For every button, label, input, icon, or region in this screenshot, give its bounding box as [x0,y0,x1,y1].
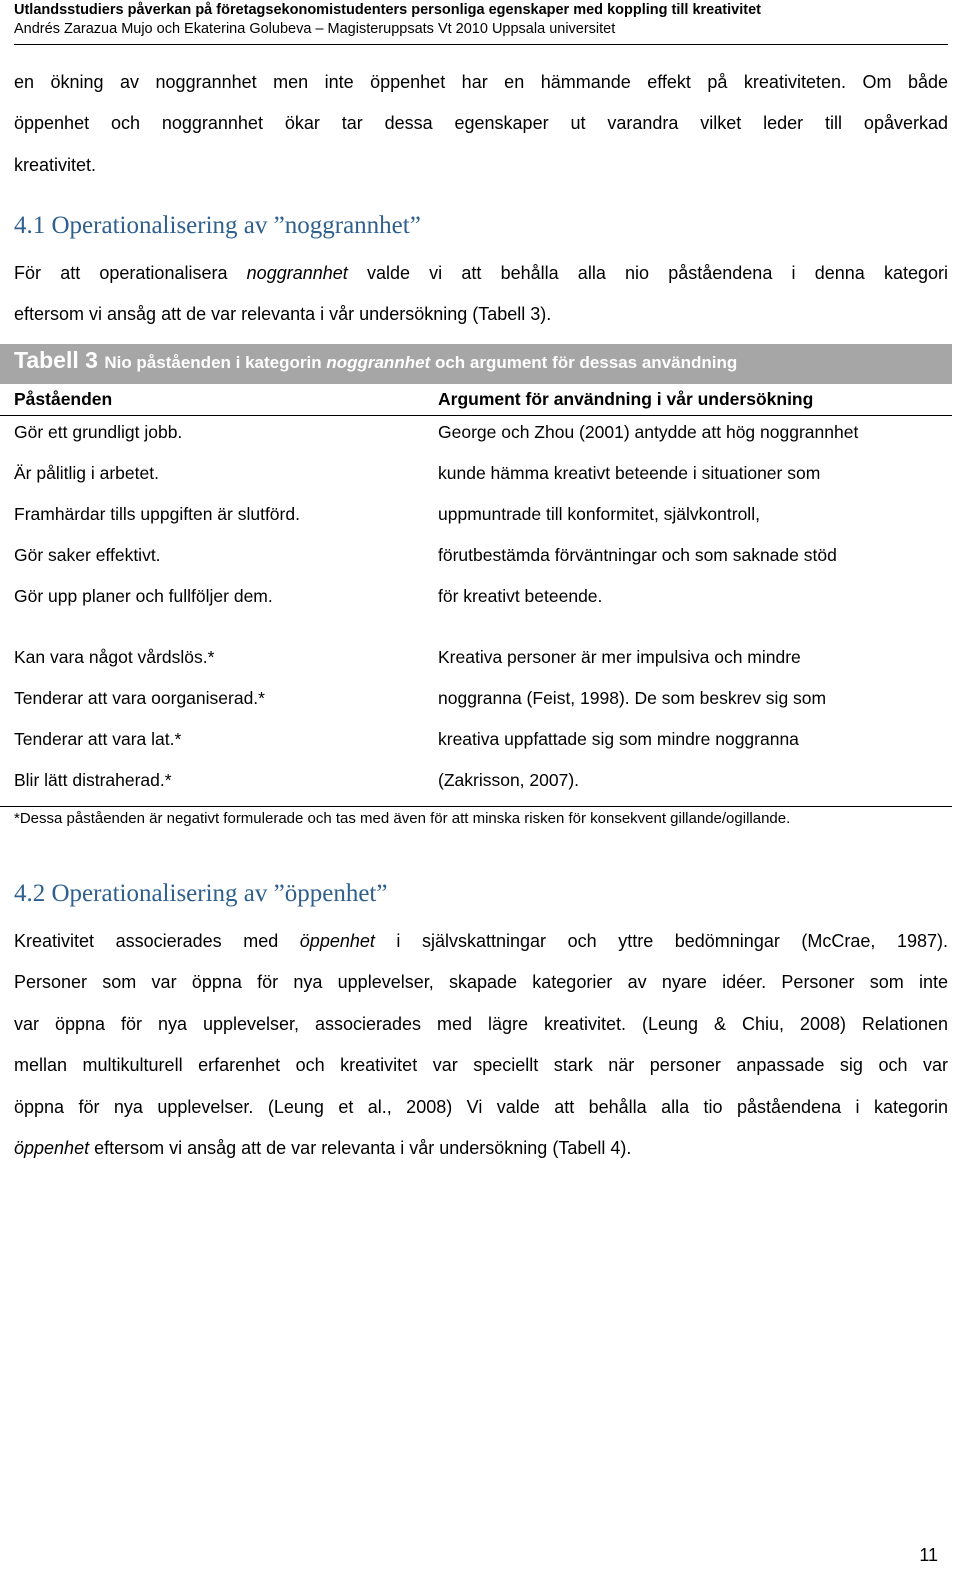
argument-2-line-2: noggranna (Feist, 1998). De som beskrev sig som [438,688,827,708]
emphasis-oppenhet: öppenhet [299,931,375,951]
argument-1-line-3: uppmuntrade till konformitet, självkontroll, [438,504,760,524]
emphasis-noggrannhet: noggrannhet [246,263,348,283]
argument-2-line-4: (Zakrisson, 2007). [438,770,580,790]
section-4-1-number: 4.1 [14,212,46,239]
table-3-col1-header: Påståenden [14,389,113,409]
statement-4: Gör saker effektivt. [14,545,161,565]
statement-1: Gör ett grundligt jobb. [14,422,183,442]
section-4-2-line-2: Personer som var öppna för nya upplevelser, skapade kategorier av nyare idéer. Personer som inte [14,972,948,993]
statement-2: Är pålitlig i arbetet. [14,463,159,483]
text-run: i självskattningar och yttre bedömningar (McCrae, 1987). [374,931,948,951]
argument-1-line-4: förutbestämda förväntningar och som saknade stöd [438,545,837,565]
text-run: För att operationalisera [14,263,247,283]
section-4-2-line-6 [14,1128,948,1169]
statement-9: Blir lätt distraherad.* [14,770,172,790]
caption-text: och argument för dessas användning [430,353,738,372]
section-4-2-heading [14,880,387,908]
section-4-2-title: Operationalisering av ”öppenhet” [51,880,388,907]
header-rule [14,44,948,45]
statement-6: Kan vara något vårdslös.* [14,647,215,667]
page-number: 11 [919,1545,938,1565]
section-4-2-line-5: öppna för nya upplevelser. (Leung et al., 2008) Vi valde att behålla alla tio påståendena i kategorin [14,1096,948,1117]
running-header [14,0,944,38]
header-authors: Andrés Zarazua Mujo och Ekaterina Golubeva – Magisteruppsats Vt 2010 Uppsala universitet [14,21,616,37]
section-4-2-paragraph [14,921,948,1169]
argument-1-line-2: kunde hämma kreativt beteende i situationer som [438,463,821,483]
statement-5: Gör upp planer och fullföljer dem. [14,586,273,606]
statement-7: Tenderar att vara oorganiserad.* [14,688,265,708]
table-bottom-rule [0,806,952,807]
section-4-2-number: 4.2 [14,880,46,907]
text-run: Kreativitet associerades med [14,931,300,951]
intro-line-3: kreativitet. [14,154,97,175]
intro-line-1: en ökning av noggrannhet men inte öppenhet har en hämmande effekt på kreativiteten. Om både [14,72,948,92]
emphasis-oppenhet: öppenhet [14,1138,90,1159]
section-4-2-line-4: mellan multikulturell erfarenhet och kreativitet var speciellt stark när personer anpassade sig och var [14,1055,948,1076]
argument-1-line-5: för kreativt beteende. [438,586,603,606]
statement-3: Framhärdar tills uppgiften är slutförd. [14,504,300,524]
table-3-caption [0,344,952,384]
section-4-1-heading [14,212,421,240]
caption-text: Nio påståenden i kategorin [104,353,327,372]
table-3-footnote: *Dessa påståenden är negativt formulerade och tas med även för att minska risken för konsekvent gillande/ogillande. [14,810,791,827]
argument-1-line-1: George och Zhou (2001) antydde att hög noggrannhet [438,422,859,442]
section-4-2-line-1 [14,921,948,962]
section-4-1-title: Operationalisering av ”noggrannhet” [51,212,421,239]
argument-2-line-1: Kreativa personer är mer impulsiva och mindre [438,647,801,667]
intro-paragraph [14,62,948,186]
text-run: valde vi att behålla alla nio påståendena i denna kategori [347,263,948,283]
section-4-1-paragraph [14,253,948,336]
statement-8: Tenderar att vara lat.* [14,729,182,749]
text-run: eftersom vi ansåg att de var relevanta i vår undersökning (Tabell 4). [89,1138,632,1159]
section-4-1-line-2: eftersom vi ansåg att de var relevanta i vår undersökning (Tabell 3). [14,304,552,325]
section-4-2-line-3: var öppna för nya upplevelser, associerades med lägre kreativitet. (Leung & Chiu, 2008) Relationen [14,1013,948,1034]
section-4-1-line-1 [14,253,948,294]
table-3-label: Tabell 3 [14,347,98,373]
argument-2-line-3: kreativa uppfattade sig som mindre noggranna [438,729,799,749]
table-3-col2-header: Argument för användning i vår undersökning [438,389,814,409]
caption-emphasis: noggrannhet [326,353,431,372]
intro-line-2: öppenhet och noggrannhet ökar tar dessa egenskaper ut varandra vilket leder till opåverkad [14,113,948,134]
header-title: Utlandsstudiers påverkan på företagsekonomistudenters personliga egenskaper med koppling till kreativitet [14,2,761,18]
